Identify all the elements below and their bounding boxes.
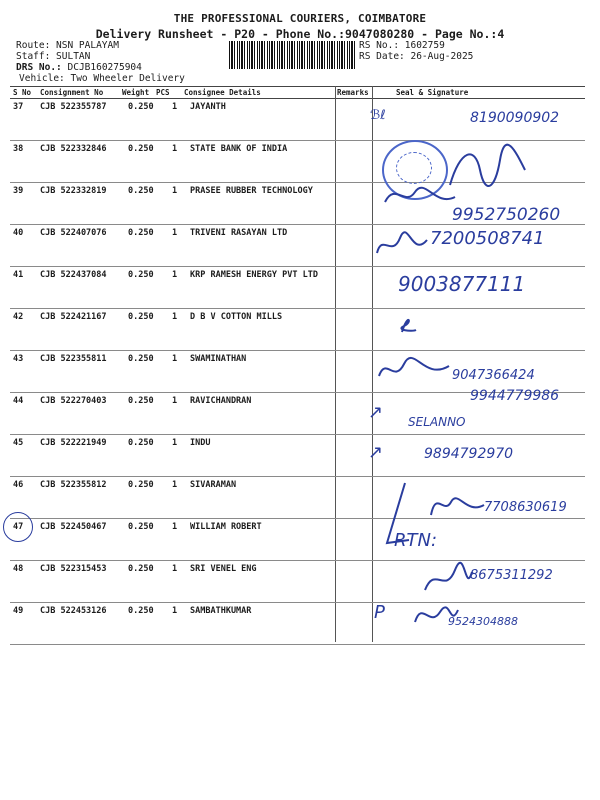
signature-43 [374,356,454,386]
signature-48 [420,560,475,600]
row-consignee: STATE BANK OF INDIA [190,144,288,154]
table-row [10,518,585,561]
signature-39 [380,182,460,212]
row-consignee: SIVARAMAN [190,480,237,490]
row-consignee: INDU [190,438,211,448]
row-consignment-no: CJB 522355811 [40,354,107,364]
row-weight: 0.250 [128,564,154,574]
col-weight: Weight [122,88,150,97]
row-sno: 46 [13,480,24,490]
row-consignment-no: CJB 522270403 [40,396,107,406]
phone-49: 9524304888 [448,615,518,628]
row-sno: 48 [13,564,24,574]
rs-date: RS Date: 26-Aug-2025 [359,51,474,62]
row-pcs: 1 [172,270,178,280]
row-consignee: KRP RAMESH ENERGY PVT LTD [190,270,318,280]
row-sno: 42 [13,312,24,322]
row-consignee: SWAMINATHAN [190,354,247,364]
row-consignment-no: CJB 522453126 [40,606,107,616]
row-consignee: TRIVENI RASAYAN LTD [190,228,288,238]
row-pcs: 1 [172,522,178,532]
col-consignee: Consignee Details [184,88,261,97]
row-sno: 47 [13,522,24,532]
row-weight: 0.250 [128,144,154,154]
row-consignment-no: CJB 522407076 [40,228,107,238]
row-sno: 44 [13,396,24,406]
signature-40 [372,228,432,263]
circled-row-47 [3,512,33,542]
row-consignment-no: CJB 522450467 [40,522,107,532]
row-sno: 38 [13,144,24,154]
row-weight: 0.250 [128,270,154,280]
row-weight: 0.250 [128,186,154,196]
company-title: THE PROFESSIONAL COURIERS, COIMBATORE [173,12,427,25]
row-consignment-no: CJB 522332846 [40,144,107,154]
vehicle-label: Vehicle: Two Wheeler Delivery [19,73,185,84]
route-label: Route: NSN PALAYAM [16,40,119,51]
row-pcs: 1 [172,102,178,112]
col-seal-signature: Seal & Signature [396,88,469,97]
row-consignee: PRASEE RUBBER TECHNOLOGY [190,186,313,196]
phone-43: 9047366424 [452,368,535,383]
row-pcs: 1 [172,564,178,574]
row-consignment-no: CJB 522355812 [40,480,107,490]
row-consignment-no: CJB 522332819 [40,186,107,196]
phone-41: 9003877111 [398,272,526,296]
row-pcs: 1 [172,354,178,364]
row-weight: 0.250 [128,522,154,532]
signature-42 [398,312,418,336]
table-row [10,308,585,351]
arrow-44: ↗ [368,402,384,423]
phone-48: 8675311292 [470,568,553,583]
phone-40: 7200508741 [430,228,545,249]
row-weight: 0.250 [128,606,154,616]
signature-46 [426,490,486,520]
row-consignment-no: CJB 522421167 [40,312,107,322]
row-consignment-no: CJB 522355787 [40,102,107,112]
row-weight: 0.250 [128,396,154,406]
col-sno: S No [13,88,32,97]
phone-39: 9952750260 [452,205,561,225]
row-consignee: D B V COTTON MILLS [190,312,283,322]
row-pcs: 1 [172,438,178,448]
row-pcs: 1 [172,186,178,196]
row-sno: 40 [13,228,24,238]
phone-37: 8190090902 [470,110,560,126]
row-consignee: RAVICHANDRAN [190,396,252,406]
row-weight: 0.250 [128,312,154,322]
barcode [229,41,355,69]
row-weight: 0.250 [128,480,154,490]
row-consignment-no: CJB 522221949 [40,438,107,448]
row-sno: 49 [13,606,24,616]
arrow-45: ↗ [368,442,384,463]
signature-49: P [374,602,385,623]
col-pcs: PCS [156,88,170,97]
rs-number: RS No.: 1602759 [359,40,445,51]
runsheet-subtitle: Delivery Runsheet - P20 - Phone No.:9047080280 - Page No.:4 [95,27,505,41]
drs-label: DRS No.: [16,62,62,73]
row-consignment-no: CJB 522315453 [40,564,107,574]
drs-value: DCJB160275904 [67,62,142,73]
row-sno: 43 [13,354,24,364]
row-weight: 0.250 [128,354,154,364]
row-consignment-no: CJB 522437084 [40,270,107,280]
row-pcs: 1 [172,396,178,406]
row-consignee: SAMBATHKUMAR [190,606,252,616]
row-sno: 37 [13,102,24,112]
row-pcs: 1 [172,144,178,154]
row-sno: 45 [13,438,24,448]
phone-44: 9944779986 [470,388,560,404]
signature-37: ℬℓ [370,108,386,123]
row-pcs: 1 [172,228,178,238]
row-sno: 39 [13,186,24,196]
col-consignment: Consignment No [40,88,104,97]
col-remarks: Remarks [337,88,369,97]
row-sno: 41 [13,270,24,280]
phone-45: 9894792970 [424,446,514,462]
row-consignee: JAYANTH [190,102,226,112]
phone-46: 7708630619 [484,500,567,515]
row-weight: 0.250 [128,438,154,448]
row-consignee: SRI VENEL ENG [190,564,257,574]
note-47: RTN: [394,530,438,551]
row-pcs: 1 [172,480,178,490]
row-consignee: WILLIAM ROBERT [190,522,262,532]
row-weight: 0.250 [128,228,154,238]
row-weight: 0.250 [128,102,154,112]
row-pcs: 1 [172,606,178,616]
note-44: SELANNO [408,415,466,429]
staff-label: Staff: SULTAN [16,51,91,62]
row-pcs: 1 [172,312,178,322]
